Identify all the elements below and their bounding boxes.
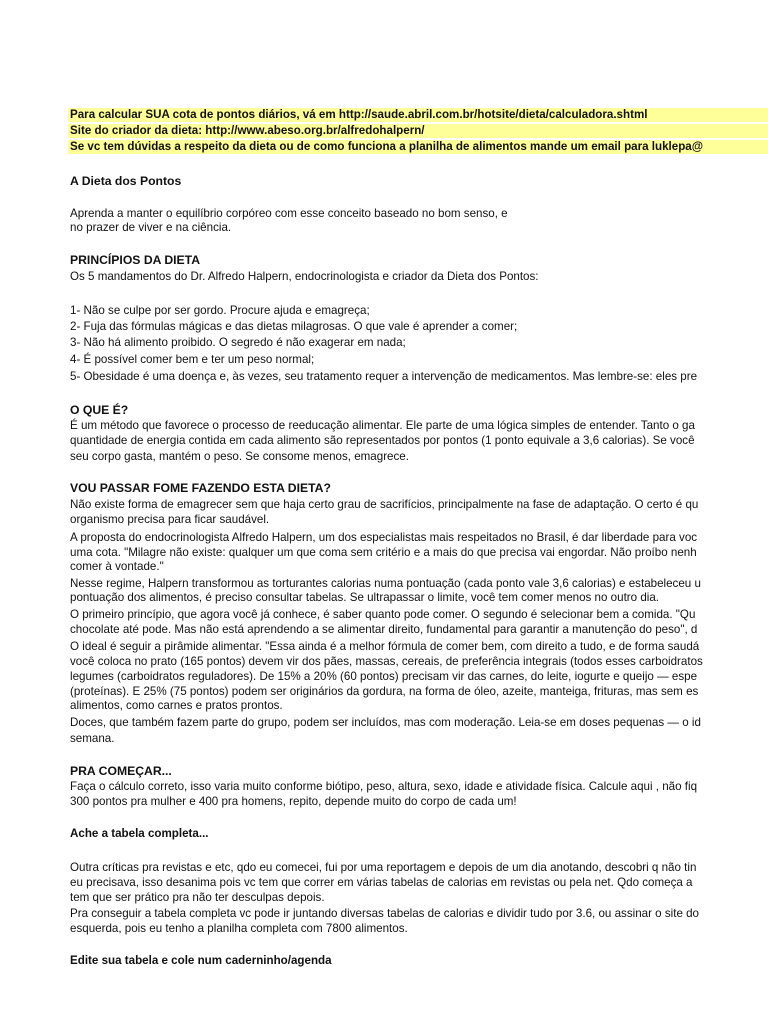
principle-item: 3- Não há alimento proibido. O segredo é não exagerar em nada;: [70, 336, 406, 349]
hunger-line: A proposta do endocrinologista Alfredo Halpern, um dos especialistas mais respeitados no Brasil, é dar liberdade para voc: [70, 531, 698, 544]
banner-email-contact[interactable]: Se vc tem dúvidas a respeito da dieta ou de como funciona a planilha de alimentos mande um email para luklepa@: [68, 140, 768, 154]
document-title: A Dieta dos Pontos: [70, 174, 182, 188]
principle-item: 5- Obesidade é uma doença e, às vezes, seu tratamento requer a intervenção de medicamentos. Mas lembre-se: eles pre: [70, 370, 698, 383]
principle-item: 4- É possível comer bem e ter um peso normal;: [70, 353, 315, 366]
table-line: tem que ser prático pra não ter desculpas depois.: [70, 891, 325, 904]
hunger-line: Nesse regime, Halpern transformou as torturantes calorias numa pontuação (cada ponto vale 3,6 calorias) e estabeleceu u: [70, 577, 701, 590]
what-line: quantidade de energia contida em cada alimento são representados por pontos (1 ponto equivale a 3,6 calorias). Se você: [70, 434, 695, 447]
what-heading: O QUE É?: [70, 403, 129, 417]
hunger-line: chocolate até pode. Mas não está aprendendo a se alimentar direito, fundamental para garantir a manutenção do peso", d: [70, 623, 698, 636]
table-line: Outra críticas pra revistas e etc, qdo eu comecei, fui por uma reportagem e depois de um dia anotando, descobri q não tin: [70, 861, 697, 874]
principle-item: 2- Fuja das fórmulas mágicas e das dietas milagrosas. O que vale é aprender a comer;: [70, 320, 518, 333]
hunger-line: Não existe forma de emagrecer sem que haja certo grau de sacrifícios, principalmente na fase de adaptação. O certo é qu: [70, 498, 699, 511]
what-line: É um método que favorece o processo de reeducação alimentar. Ele parte de uma lógica simples de entender. Tanto o ga: [70, 419, 695, 432]
banner-calculator-link[interactable]: Para calcular SUA cota de pontos diários, vá em http://saude.abril.com.br/hotsite/dieta/calculadora.shtml: [68, 108, 768, 122]
principles-heading: PRINCÍPIOS DA DIETA: [70, 253, 201, 267]
hunger-line: Doces, que também fazem parte do grupo, podem ser incluídos, mas com moderação. Leia-se em doses pequenas — o id: [70, 716, 701, 729]
hunger-line: legumes (carboidratos reguladores). De 15% a 20% (60 pontos) precisam vir das carnes, do leite, iogurte e queijo — espe: [70, 670, 698, 683]
principle-item: 1- Não se culpe por ser gordo. Procure ajuda e emagreça;: [70, 304, 370, 317]
hunger-line: (proteínas). E 25% (75 pontos) podem ser originários da gordura, na forma de óleo, azeite, manteiga, frituras, mas sem es: [70, 685, 699, 698]
hunger-line: uma cota. "Milagre não existe: qualquer um que coma sem critério e a mais do que precisa vai engordar. Não proíbo nenh: [70, 546, 697, 559]
start-line: Faça o cálculo correto, isso varia muito conforme biótipo, peso, altura, sexo, idade e atividade física. Calcule aqui , não fiq: [70, 780, 698, 793]
edit-heading: Edite sua tabela e cole num caderninho/agenda: [70, 954, 332, 967]
intro-line-1: Aprenda a manter o equilíbrio corpóreo com esse conceito baseado no bom senso, e: [70, 207, 508, 220]
hunger-line: semana.: [70, 732, 115, 745]
table-line: esquerda, pois eu tenho a planilha completa com 7800 alimentos.: [70, 922, 408, 935]
hunger-line: você coloca no prato (165 pontos) devem vir dos pães, massas, cereais, de preferência integrais (todos esses carboidratos: [70, 655, 703, 668]
table-line: Pra conseguir a tabela completa vc pode ir juntando diversas tabelas de calorias e dividir tudo por 3.6, ou assinar o site do: [70, 907, 700, 920]
table-heading: Ache a tabela completa...: [70, 827, 209, 840]
hunger-line: comer à vontade.": [70, 560, 164, 573]
banner-creator-site[interactable]: Site do criador da dieta: http://www.abeso.org.br/alfredohalpern/: [68, 124, 768, 138]
hunger-line: pontuação dos alimentos, é preciso consultar tabelas. Se ultrapassar o limite, você tem comer menos no outro dia.: [70, 591, 660, 604]
start-line: 300 pontos pra mulher e 400 pra homens, repito, depende muito do corpo de cada um!: [70, 795, 517, 808]
start-heading: PRA COMEÇAR...: [70, 764, 172, 778]
hunger-line: O ideal é seguir a pirâmide alimentar. "Essa ainda é a melhor fórmula de comer bem, com direito a tudo, e de forma saudá: [70, 640, 700, 653]
principles-intro: Os 5 mandamentos do Dr. Alfredo Halpern, endocrinologista e criador da Dieta dos Pontos:: [70, 270, 539, 283]
hunger-line: alimentos, como carnes e pratos prontos.: [70, 699, 283, 712]
hunger-line: O primeiro princípio, que agora você já conhece, é saber quanto pode comer. O segundo é selecionar bem a comida. "Qu: [70, 608, 696, 621]
what-line: seu corpo gasta, mantém o peso. Se consome menos, emagrece.: [70, 450, 409, 463]
hunger-line: organismo precisa para ficar saudável.: [70, 513, 270, 526]
intro-line-2: no prazer de viver e na ciência.: [70, 221, 232, 234]
table-line: eu precisava, isso desanima pois vc tem que correr em várias tabelas de calorias em revistas ou pela net. Qdo começa a: [70, 876, 693, 889]
hunger-heading: VOU PASSAR FOME FAZENDO ESTA DIETA?: [70, 481, 331, 495]
